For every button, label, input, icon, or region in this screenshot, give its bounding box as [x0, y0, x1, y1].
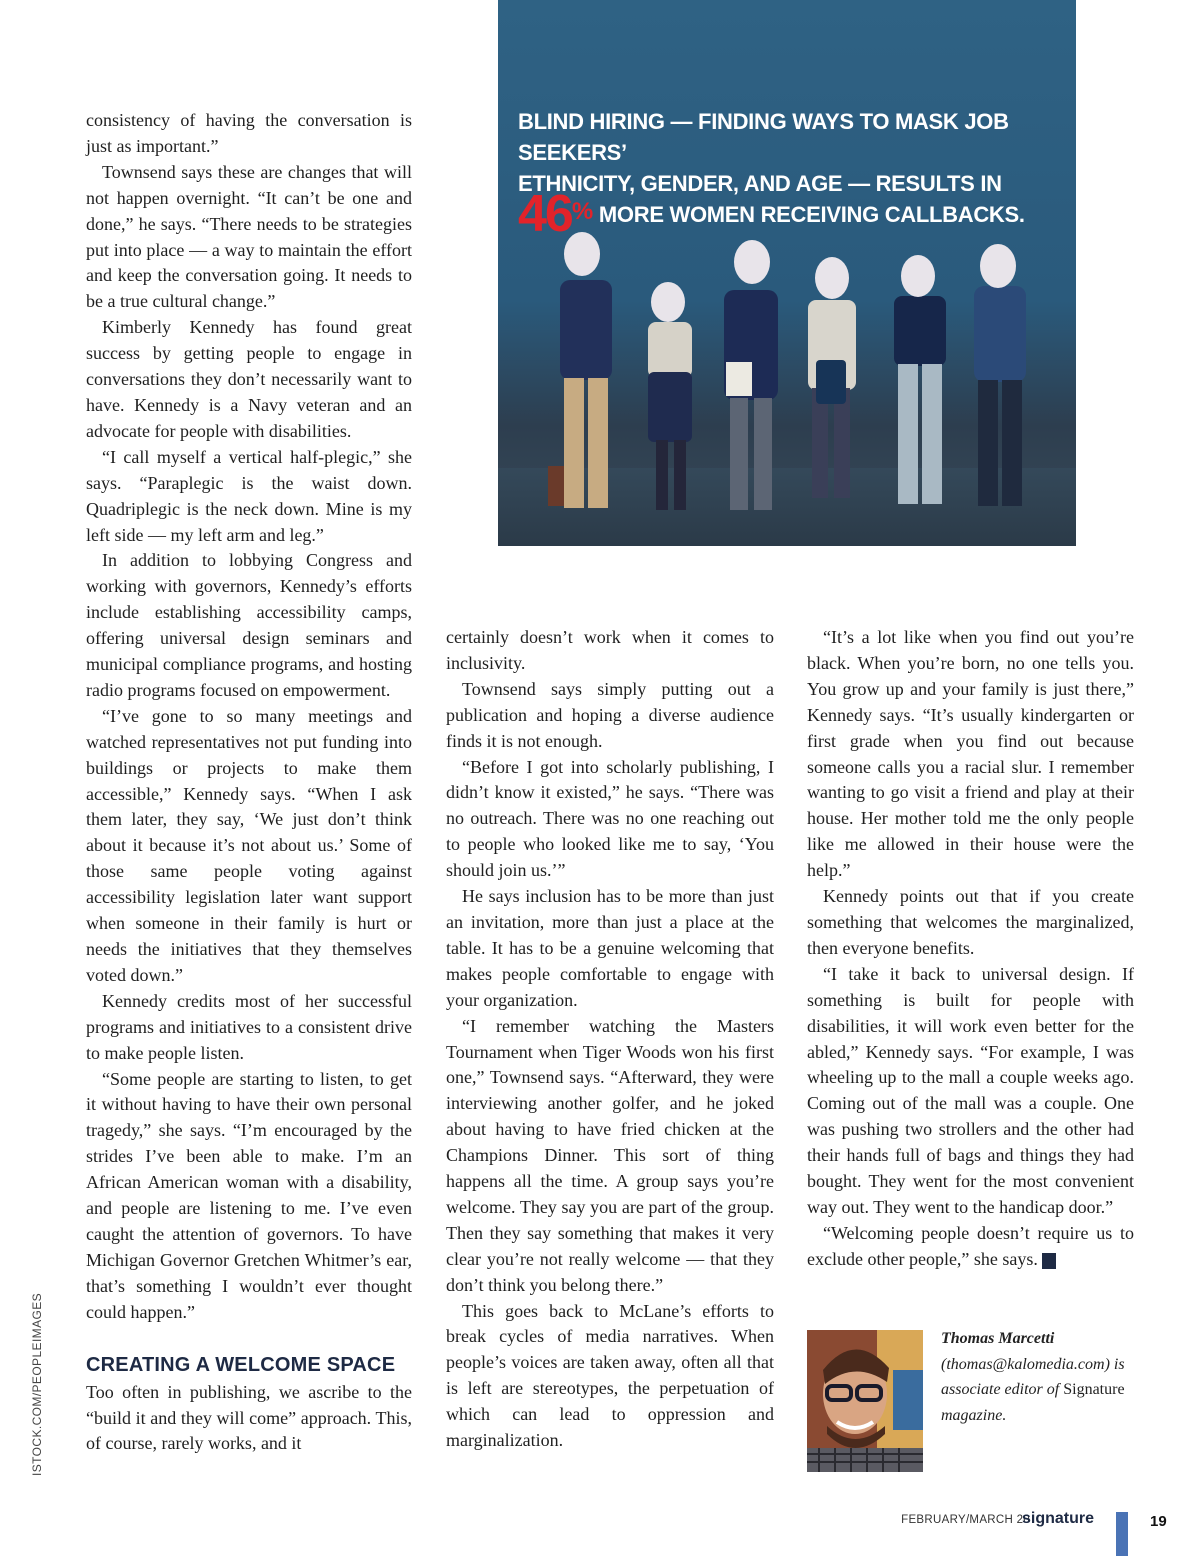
person-figure — [974, 244, 1026, 506]
paragraph: Townsend says simply putting out a publication and hoping a diverse audience finds it is not enough. — [446, 678, 774, 751]
author-bio-text: (thomas@kalomedia.com) is associate editor of — [941, 1355, 1125, 1398]
author-photo — [807, 1330, 923, 1472]
author-bio-text-end: magazine. — [941, 1406, 1007, 1424]
author-publication: Signature — [1063, 1381, 1125, 1398]
hero-photo — [498, 0, 1076, 546]
final-paragraph-text: “Welcoming people doesn’t require us to exclude other people,” she says. — [807, 1222, 1134, 1269]
photo-credit: ISTOCK.COM/PEOPLEIMAGES — [30, 1292, 44, 1476]
person-figure — [648, 282, 692, 510]
callout-stat-text: MORE WOMEN RECEIVING CALLBACKS. — [598, 202, 1025, 227]
end-mark-icon: AM&P — [1042, 1253, 1056, 1269]
callout-stat-percent: % — [571, 198, 593, 225]
person-figure — [724, 240, 778, 510]
callout-line-1: BLIND HIRING — FINDING WAYS TO MASK JOB SEEKERS’ — [518, 109, 1009, 165]
author-description — [941, 1352, 1141, 1429]
person-figure — [548, 232, 612, 508]
author-bio — [941, 1326, 1141, 1428]
issue-date: FEBRUARY/MARCH 20 — [901, 1514, 1030, 1526]
paragraph: Kennedy points out that if you create something that welcomes the marginalized, then everyone benefits. — [807, 886, 1134, 958]
paragraph: Kennedy credits most of her successful programs and initiatives to a consistent drive to make people listen. — [86, 990, 412, 1063]
people-in-line-illustration — [498, 0, 1076, 546]
paragraph: “Some people are starting to listen, to get it without having to have their own personal tragedy,” she says. “I’m encouraged by the strides I’ve been able to make. I’m an African American woman with a disability, and people are listening to me. I’ve even caught the attention of governors. To have Michigan Governor Gretchen Whitmer’s ear, that’s something I wouldn’t ever thought could happen.” — [86, 1068, 412, 1322]
paragraph: Kimberly Kennedy has found great success by getting people to engage in conversations they don’t necessarily want to have. Kennedy is a Navy veteran and an advocate for people with disabilities. — [86, 317, 412, 441]
paragraph: “It’s a lot like when you find out you’re black. When you’re born, no one tells you. You grow up and your family is just there,” Kennedy says. “It’s usually kindergarten or first grade when you find out because someone calls you a racial slur. I remember wanting to go visit a friend and play at their house. Her mother told me the only people like me allowed in their house were the help.” — [807, 627, 1134, 881]
callout-line-2: ETHNICITY, GENDER, AND AGE — RESULTS IN — [518, 171, 1002, 196]
paragraph: “I remember watching the Masters Tournament when Tiger Woods won his first one,” Townsend says. “Afterward, they were interviewing another golfer, and he joked about having to have fried chicken at the Champions Dinner. This sort of thing happens all the time. A group says you’re welcome. They say you are part of the group. Then they say something that makes it very clear you’re not really welcome — that they don’t think you belong there.” — [446, 1015, 774, 1295]
paragraph: This goes back to McLane’s efforts to break cycles of media narratives. When people’s voices are taken away, often all that is left are stereotypes, the perpetuation of which can lead to oppression and marginalization. — [446, 1300, 774, 1451]
callout-stat-number: 46 — [518, 185, 572, 243]
paragraph: In addition to lobbying Congress and working with governors, Kennedy’s efforts include establishing accessibility camps, offering universal design seminars and municipal compliance programs, and hosting radio programs focused on empowerment. — [86, 550, 412, 700]
article-column-1 — [86, 108, 412, 1457]
paragraph: Townsend says these are changes that will not happen overnight. “It can’t be one and done,” he says. “There needs to be strategies put into place — a way to maintain the effort and keep the conversation going. It needs to be a true cultural change.” — [86, 161, 412, 312]
paragraph: “I call myself a vertical half-plegic,” she says. “Paraplegic is the waist down. Quadriplegic is the neck down. Mine is my left side — my left arm and leg.” — [86, 446, 412, 545]
paragraph: Too often in publishing, we ascribe to the “build it and they will come” approach. This, of course, rarely works, and it — [86, 1381, 412, 1454]
callout-line-3 — [518, 185, 1058, 243]
author-portrait-icon — [807, 1330, 923, 1472]
paragraph: certainly doesn’t work when it comes to inclusivity. — [446, 627, 774, 673]
magazine-name: signature — [1021, 1510, 1094, 1527]
paragraph: He says inclusion has to be more than just an invitation, more than just a place at the table. It has to be a genuine welcoming that makes people comfortable to engage with your organization. — [446, 886, 774, 1010]
author-name: Thomas Marcetti — [941, 1330, 1055, 1347]
photo-callout — [518, 106, 1058, 243]
section-subhead: CREATING A WELCOME SPACE — [86, 1353, 396, 1376]
person-figure — [808, 257, 856, 498]
article-column-3 — [807, 625, 1134, 1273]
page-number: 19 — [1150, 1513, 1167, 1530]
person-figure — [894, 255, 946, 504]
paragraph-final — [807, 1221, 1134, 1273]
page-accent-bar — [1116, 1512, 1128, 1556]
paragraph: “Before I got into scholarly publishing, I didn’t know it existed,” he says. “There was no outreach. There was no one reaching out to people who looked like me to say, ‘You should join us.’” — [446, 756, 774, 881]
paragraph: consistency of having the conversation is just as important.” — [86, 110, 412, 156]
paragraph: “I’ve gone to so many meetings and watched representatives not put funding into buildings or projects to make them accessible,” Kennedy says. “When I ask them later, they say, ‘We just don’t think about it because it’s not about us.’ Some of those same people voting against accessibility legislation later want support when someone in their family is hurt or needs the initiatives that they themselves voted down.” — [86, 705, 412, 985]
paragraph: “I take it back to universal design. If something is built for people with disabilities, it will work even better for the abled,” Kennedy says. “For example, I was wheeling up to the mall a couple weeks ago. Coming out of the mall was a couple. One was pushing two strollers and the other had their hands full of bags and things they had bought. They went for the most convenient way out. They went to the handicap door.” — [807, 963, 1134, 1217]
page-footer — [880, 1508, 1170, 1548]
article-column-2 — [446, 625, 774, 1454]
